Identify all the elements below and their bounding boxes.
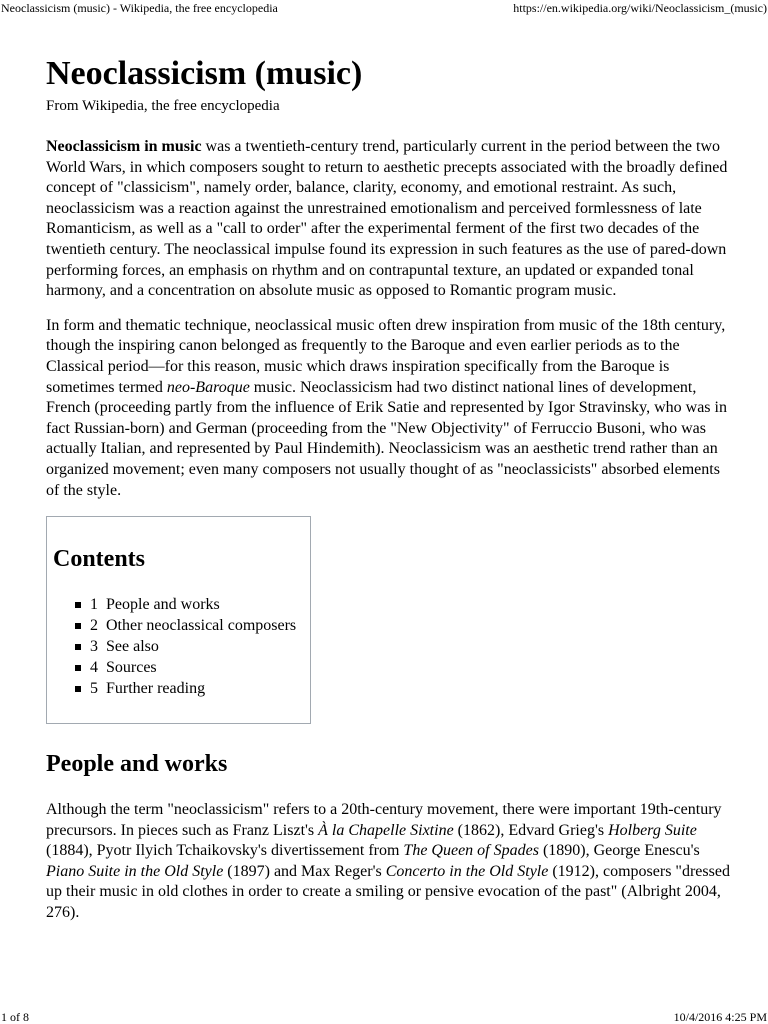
print-header-url: https://en.wikipedia.org/wiki/Neoclassicism_(music)	[513, 1, 767, 15]
people-and-works-paragraph	[46, 800, 736, 924]
toc-label: See also	[106, 638, 159, 656]
toc-item-people-and-works[interactable]	[75, 594, 310, 615]
toc-item-sources[interactable]	[75, 657, 310, 678]
section-heading-people-and-works: People and works	[46, 751, 228, 778]
toc-number: 1	[90, 596, 98, 614]
form-text-a: In form and thematic technique, neoclassical music often drew inspiration from music of the 18th century, though the inspiring canon belonged as frequently to the Baroque and even earlier periods as to the Classical period—for this reason, music which draws inspiration specifically from the Baroque is sometimes termed	[46, 316, 726, 396]
toc-item-further-reading[interactable]	[75, 678, 310, 699]
neo-baroque-term: neo-Baroque	[166, 378, 250, 396]
site-tagline: From Wikipedia, the free encyclopedia	[46, 98, 280, 114]
work-title: Concerto in the Old Style	[385, 862, 549, 880]
article-content	[46, 55, 736, 924]
print-header-title: Neoclassicism (music) - Wikipedia, the free encyclopedia	[1, 1, 278, 15]
toc-label: Other neoclassical composers	[106, 617, 297, 635]
form-text-b: music. Neoclassicism had two distinct national lines of development, French (proceeding partly from the influence of Erik Satie and represented by Igor Stravinsky, who was in fact Russian-born) and German (proceeding from the "New Objectivity" of Ferruccio Busoni, who was actually Italian, and represented by Paul Hindemith). Neoclassicism was an aesthetic trend rather than an organized movement; even many composers not usually thought of as "neoclassicists" absorbed elements of the style.	[46, 378, 727, 499]
section-text: (1890), George Enescu's	[538, 842, 700, 860]
toc-list	[53, 594, 310, 699]
toc-number: 2	[90, 617, 98, 635]
section-text: Although the term "neoclassicism" refers to a 20th-century movement, there were important 19th-century precursors. In pieces such as Franz Liszt's	[46, 801, 722, 839]
form-paragraph	[46, 316, 736, 501]
toc-number: 4	[90, 659, 98, 677]
intro-text: was a twentieth-century trend, particularly current in the period between the two World Wars, in which composers sought to return to aesthetic precepts associated with the broadly defined concept of "classicism", namely order, balance, clarity, economy, and emotional restraint. As such, neoclassicism was a reaction against the unrestrained emotionalism and perceived formlessness of late Romanticism, as well as a "call to order" after the experimental ferment of the first two decades of the twentieth century. The neoclassical impulse found its expression in such features as the use of pared-down performing forces, an emphasis on rhythm and on contrapuntal texture, an updated or expanded tonal harmony, and a concentration on absolute music as opposed to Romantic program music.	[46, 138, 728, 300]
section-text: (1862), Edvard Grieg's	[453, 821, 609, 839]
work-title: À la Chapelle Sixtine	[318, 821, 454, 839]
section-text: (1884), Pyotr Ilyich Tchaikovsky's divertissement from	[46, 842, 404, 860]
table-of-contents	[46, 516, 311, 724]
toc-item-other-composers[interactable]	[75, 615, 310, 636]
section-text: (1897) and Max Reger's	[223, 862, 386, 880]
page-title: Neoclassicism (music)	[46, 55, 363, 92]
work-title: Piano Suite in the Old Style	[46, 862, 224, 880]
toc-title: Contents	[53, 546, 146, 573]
toc-label: Further reading	[106, 680, 206, 698]
toc-item-see-also[interactable]	[75, 636, 310, 657]
print-datetime: 10/4/2016 4:25 PM	[673, 1010, 767, 1024]
work-title: Holberg Suite	[608, 821, 697, 839]
toc-number: 3	[90, 638, 98, 656]
page-counter: 1 of 8	[1, 1010, 29, 1024]
toc-label: People and works	[106, 596, 220, 614]
toc-label: Sources	[106, 659, 157, 677]
intro-bold-term: Neoclassicism in music	[46, 138, 202, 155]
toc-number: 5	[90, 680, 98, 698]
intro-paragraph	[46, 137, 736, 302]
section-text: (1912), composers "dressed up their music in old clothes in order to create a smiling or pensive evocation of the past" (Albright 2004, 276).	[46, 862, 730, 922]
work-title: The Queen of Spades	[403, 842, 539, 860]
